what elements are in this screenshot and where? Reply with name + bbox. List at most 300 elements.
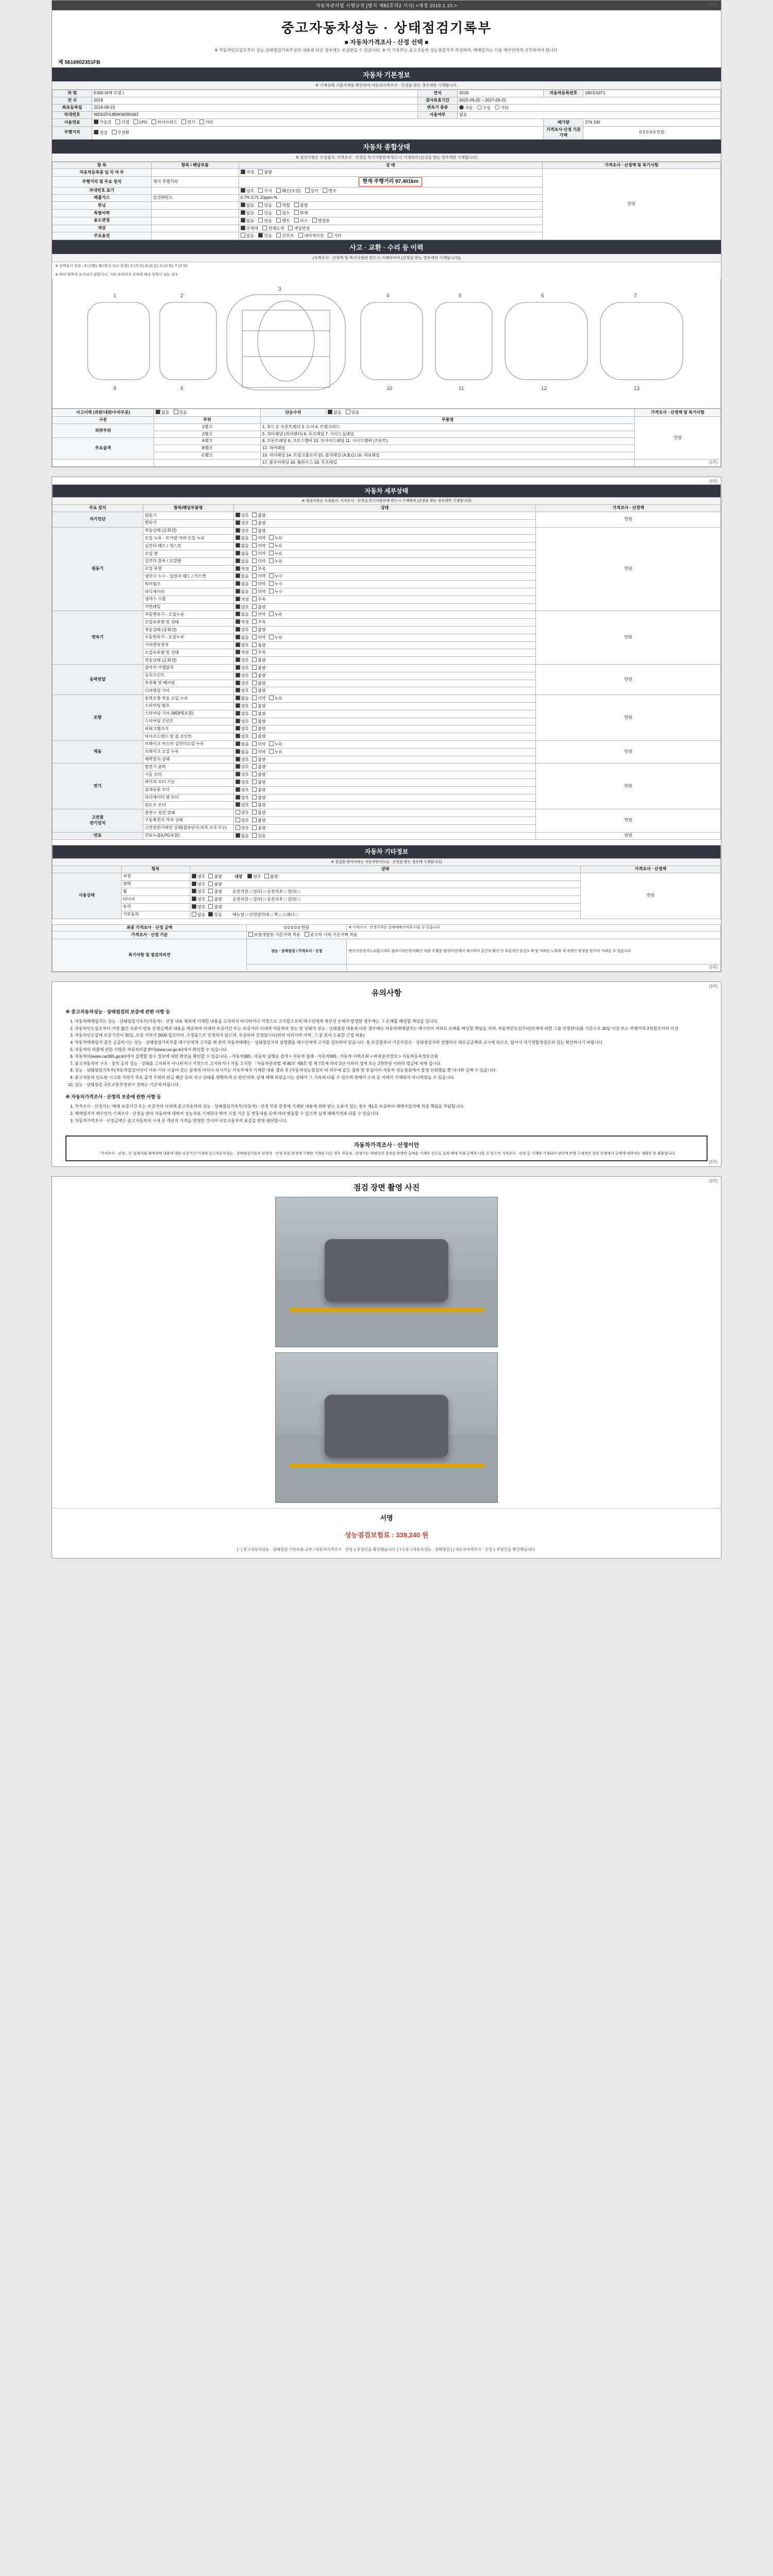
value-model-year: 2019 [92, 97, 418, 104]
label-mileage: 주행거리 [53, 126, 92, 139]
page-corner-label: (3쪽) [709, 3, 718, 7]
detail-5-2-opt-1[interactable]: 불량 [252, 757, 265, 763]
vin-corrosion[interactable]: 부식 [258, 188, 272, 194]
detail-1-0-opt-1[interactable]: 불량 [252, 528, 265, 534]
history-none[interactable]: 없음 [241, 210, 254, 216]
overall-row-2-detail [151, 187, 239, 195]
reg-match-bad[interactable]: 불량 [258, 170, 272, 176]
detail-6-0-opt-0[interactable]: 양호 [236, 764, 249, 770]
detail-item-7-0: 충전구 절연 상태 [143, 809, 233, 817]
detail-1-8-opt-2[interactable]: 누수 [269, 589, 282, 595]
detail-6-5-opt-0[interactable]: 양호 [236, 802, 249, 808]
notice-item: 2. 자동차인도일로부터 가장 짧은 오류이 만료 산정금액과 내용을 제공하여 이래의 보증기간 또는 보증거리 이내에 자동차의 성능 및 상태가 성능 · 상태점검 내용과 다른 경우에는 자동차매매업자는 매수인이 처리로 손해를 배상할 책임을 지며, 자동차인도일부터(인계에 의한 그를 인정한다)를 기준으로 30일 이상 또는 주행거리 2천킬로미터 이상 [75, 1025, 708, 1032]
detail-2-0-opt-2[interactable]: 누유 [269, 612, 282, 618]
detail-state-7-2[interactable] [233, 824, 536, 832]
detail-1-6-opt-1[interactable]: 미약 [252, 573, 265, 580]
detail-item-6-0: 발전기 출력 [143, 764, 233, 771]
detail-4-3-opt-1[interactable]: 불량 [252, 719, 265, 725]
detail-2-0-opt-1[interactable]: 미약 [252, 612, 265, 618]
detail-2-2-opt-0[interactable]: 양호 [236, 627, 249, 633]
mileage-abnormal[interactable]: 부정확 [112, 130, 129, 136]
accident-state[interactable] [154, 409, 261, 417]
mileage-normal[interactable]: 정상 [94, 130, 107, 136]
detail-2-4-opt-0[interactable]: 양호 [236, 642, 249, 649]
simple-yes[interactable]: 있음 [346, 410, 359, 416]
detail-item-1-6: 냉각수 누수 - 실린더 헤드 / 가스켓 [143, 573, 233, 581]
detail-state-2-5[interactable] [233, 649, 536, 657]
notice-sub-item: 2. 매매업자가 매수인이 기재조사 · 산정을 받아 자동차에 대하여 성능자료 기재한다 하여 시점 기준 등 변동내용 등에 따라 변동할 수 있으며 실제 매매가격과 다를 수 있습니다. [75, 1110, 708, 1117]
detail-1-1-opt-2[interactable]: 누유 [269, 535, 282, 541]
detail-state-1-9[interactable] [233, 596, 536, 603]
detail-state-4-2[interactable] [233, 710, 536, 718]
notice-item: 5. 자동차의 리콜에 관한 사항은 자동차리콜센터(www.car.go.kr)에서 확인할 수 있습니다. [75, 1046, 708, 1054]
section-basic-band: 자동차 기본정보 [52, 67, 721, 81]
detail-2-1-opt-0[interactable]: 적정 [236, 619, 249, 625]
detail-1-10-opt-0[interactable]: 양호 [236, 604, 249, 611]
detail-1-2-opt-1[interactable]: 미약 [252, 543, 265, 549]
fuel-other[interactable]: 기타 [199, 120, 213, 126]
detail-2-3-opt-2[interactable]: 누유 [269, 635, 282, 641]
tuning-illegal[interactable]: 불법 [294, 202, 308, 209]
detail-1-0-opt-0[interactable]: 양호 [236, 528, 249, 534]
section-other-band: 자동차 기타정보 [53, 845, 721, 858]
detail-state-4-4[interactable] [233, 725, 536, 733]
detail-item-4-2: 스티어링 기어 (MDPS포함) [143, 710, 233, 718]
detail-state-1-10[interactable] [233, 603, 536, 611]
detail-state-7-1[interactable] [233, 817, 536, 824]
detail-state-5-2[interactable] [233, 756, 536, 764]
basis-insurance[interactable]: 보험개발원 기준가액 적용 [248, 932, 300, 938]
other-3-opt-0[interactable]: 양호 [192, 896, 205, 903]
page-subtitle: ■ 자동차가격조사 · 산정 선택 ■ [344, 39, 429, 46]
detail-8-0-opt-0[interactable]: 없음 [236, 833, 249, 839]
detail-group-0: 자기진단 [53, 512, 143, 528]
detail-1-1-opt-1[interactable]: 미약 [252, 535, 265, 541]
detail-1-7-opt-0[interactable]: 없음 [236, 581, 249, 587]
detail-1-4-opt-2[interactable]: 누유 [269, 558, 282, 565]
basis-options[interactable] [246, 931, 720, 939]
simple-repair-label: 단순수리 [261, 409, 326, 417]
detail-state-1-6[interactable] [233, 573, 536, 581]
color-changed[interactable]: 색상변경 [288, 226, 310, 232]
detail-5-2-opt-0[interactable]: 양호 [236, 757, 249, 763]
detail-state-6-4[interactable] [233, 794, 536, 802]
section-overall-note: ※ 점검사항은 수정불가, 가격조사 · 산정일 특기사항란에 반드시 기재하며 (산정을 받는 경우에만 기재합니다) [52, 154, 721, 162]
usechange-lease[interactable]: 리스 [294, 218, 308, 224]
detail-state-1-8[interactable] [233, 588, 536, 596]
detail-6-2-opt-1[interactable]: 불량 [252, 779, 265, 786]
detail-4-3-opt-0[interactable]: 양호 [236, 719, 249, 725]
detail-7-2-opt-1[interactable]: 불량 [252, 825, 265, 832]
detail-1-3-opt-2[interactable]: 누유 [269, 551, 282, 557]
label-fuel: 사용연료 [53, 119, 92, 127]
detail-1-8-opt-1[interactable]: 미약 [252, 589, 265, 595]
page-subnote: ※ 자동차인도일로부터 성능·상태점검기록부상의 내용과 다른 경우에는 보상받을 수 있습니다. ※ 이 기록부는 중고자동차 성능점검자가 작성하며, 매매업자는 이를 매수인에게 교부하여야 합니다. [214, 48, 559, 53]
detail-1-6-opt-0[interactable]: 없음 [236, 573, 249, 580]
overall-row-5-state[interactable] [239, 210, 542, 217]
tuning-none[interactable]: 없음 [241, 202, 254, 209]
detail-state-8-0[interactable] [233, 832, 536, 840]
detail-item-4-5: 타이로드엔드 및 볼 조인트 [143, 733, 233, 741]
notice-item: 8. 성능 · 상태점검기록부(자동차일상이익이 이와 기타 시설이 갖는 잠재적 이익이 의사가능 기록부에서 기재한 내용 결과 후 (자동차성능점검자 의 의무에 같은 결과 및 후일이어 자동차 성능점검에서 발생 신뢰했음 뿐 아니라 금액 수 있습니다. [75, 1067, 708, 1074]
detail-state-6-2[interactable] [233, 778, 536, 786]
detail-6-4-opt-1[interactable]: 불량 [252, 795, 265, 801]
transmission-other[interactable]: 기타 [495, 105, 508, 111]
value-vin: WDDZF4JB9KW095442 [92, 112, 418, 119]
detail-2-2-opt-1[interactable]: 불량 [252, 627, 265, 633]
overall-row-4-name: 튜닝 [53, 202, 152, 210]
label-car-name: 차 명 [53, 90, 92, 97]
detail-1-10-opt-1[interactable]: 불량 [252, 604, 265, 611]
transmission-auto[interactable]: 자동 [459, 105, 473, 111]
detail-state-1-0[interactable] [233, 527, 536, 535]
detail-3-0-opt-0[interactable]: 양호 [236, 665, 249, 671]
detail-7-0-opt-0[interactable]: 양호 [236, 810, 249, 816]
detail-4-5-opt-0[interactable]: 양호 [236, 734, 249, 740]
parts-col-name: 부품명 [261, 417, 635, 424]
option-none[interactable]: 없음 [241, 233, 254, 239]
history-flood[interactable]: 침수 [276, 210, 290, 216]
detail-4-5-opt-1[interactable]: 불량 [252, 734, 265, 740]
value-inspection-period: 2025-09-25 ~ 2027-09-22 [458, 97, 721, 104]
fuel-diesel[interactable]: 디젤 [115, 120, 129, 126]
page-corner-label-2: (3쪽) [709, 479, 718, 484]
usechange-yes[interactable]: 있음 [258, 218, 272, 224]
detail-2-6-opt-1[interactable]: 불량 [252, 657, 265, 664]
detail-1-5-opt-1[interactable]: 부족 [252, 566, 265, 572]
detail-1-4-opt-1[interactable]: 미약 [252, 558, 265, 565]
detail-item-5-0: 브레이크 마스터 실린더오일 누유 [143, 740, 233, 748]
detail-state-3-1[interactable] [233, 672, 536, 680]
inspection-photo-underbody[interactable] [275, 1197, 498, 1347]
color-full-repaint[interactable]: 전체도색 [262, 226, 284, 232]
tuning-legal[interactable]: 적법 [276, 202, 290, 209]
detail-6-1-opt-1[interactable]: 불량 [252, 772, 265, 778]
other-state-2[interactable]: 양호 불량 운전석전 □ 앞/뒤 □ 운전석후 □ 앞/뒤 □ [190, 888, 581, 896]
option-etc[interactable]: 기타 [328, 233, 341, 239]
detail-item-3-3: 디퍼렌셜 기어 [143, 687, 233, 695]
detail-item-1-5: 오일 유량 [143, 565, 233, 573]
detail-state-4-3[interactable] [233, 718, 536, 725]
option-sunroof[interactable]: 선루프 [276, 233, 294, 239]
fuel-lpg[interactable]: LPG [133, 120, 147, 126]
detail-3-2-opt-1[interactable]: 불량 [252, 681, 265, 687]
detail-state-4-1[interactable] [233, 702, 536, 710]
special-label: 특기사항 및 점검자의견 [53, 939, 247, 972]
detail-5-0-opt-0[interactable]: 없음 [236, 741, 249, 748]
detail-1-8-opt-0[interactable]: 없음 [236, 589, 249, 595]
total-value: 0 0 0 0 0 만원 [246, 924, 346, 931]
option-yes[interactable]: 있음 [258, 233, 272, 239]
detail-3-3-opt-0[interactable]: 양호 [236, 688, 249, 694]
notice-sub-item: 1. 가격조사 · 산정가는 '매매 보증기간 또는 보증거리 이내에 중고자동차의 성능 · 상태점검기록부(자동차) · 산정 부분 한정에 기재된 내용에 위하 받는 오류가 있는 경우 제1호 보증하여 매매사업자에 직접 책임을 부담합니다. [75, 1103, 708, 1110]
detail-state-4-5[interactable] [233, 733, 536, 741]
detail-6-3-opt-1[interactable]: 불량 [252, 787, 265, 793]
detail-state-0-0[interactable] [233, 512, 536, 520]
other-0-opt-1[interactable]: 불량 [208, 874, 222, 880]
other-state-4[interactable] [190, 903, 581, 911]
detail-1-6-opt-2[interactable]: 누수 [269, 573, 282, 580]
detail-5-1-opt-0[interactable]: 없음 [236, 749, 249, 755]
other-col-price: 가격조사 · 산정액 [580, 866, 720, 873]
detail-state-5-0[interactable] [233, 740, 536, 748]
detail-1-7-opt-2[interactable]: 누수 [269, 581, 282, 587]
detail-1-3-opt-1[interactable]: 미약 [252, 551, 265, 557]
detail-2-6-opt-0[interactable]: 양호 [236, 657, 249, 664]
other-5-opt-1[interactable]: 있음 [208, 912, 222, 918]
declaration-box [65, 1136, 708, 1161]
overall-row-4-detail [151, 202, 239, 210]
detail-6-1-opt-0[interactable]: 양호 [236, 772, 249, 778]
label-year: 연식 [418, 90, 458, 97]
detail-group-7: 고전원 전기장치 [53, 809, 143, 832]
detail-state-1-7[interactable] [233, 581, 536, 588]
detail-state-2-2[interactable] [233, 626, 536, 634]
overall-row-8-state[interactable] [239, 232, 542, 240]
detail-state-7-0[interactable] [233, 809, 536, 817]
value-year: 2019 [458, 90, 544, 97]
detail-state-1-5[interactable] [233, 565, 536, 573]
detail-item-6-4: 라디에이터 팬 모터 [143, 794, 233, 802]
detail-4-4-opt-1[interactable]: 불량 [252, 726, 265, 732]
detail-3-3-opt-1[interactable]: 불량 [252, 688, 265, 694]
detail-2-5-opt-1[interactable]: 부족 [252, 650, 265, 656]
outer-items-2: 5. 쿼터패널 (리어펜더) 6. 루프패널 7. 사이드실패널 [261, 431, 635, 438]
detail-state-3-2[interactable] [233, 680, 536, 687]
detail-8-0-opt-1[interactable]: 있음 [252, 833, 265, 839]
overall-row-0-state[interactable] [239, 169, 542, 177]
detail-4-1-opt-0[interactable]: 양호 [236, 703, 249, 709]
detail-7-1-opt-1[interactable]: 불량 [252, 818, 265, 824]
other-2-opt-1[interactable]: 불량 [208, 889, 222, 895]
detail-state-1-4[interactable] [233, 557, 536, 565]
detail-5-1-opt-1[interactable]: 미약 [252, 749, 265, 755]
detail-item-1-2: 실린더 헤드 / 개스킷 [143, 543, 233, 550]
other-col-group [53, 866, 122, 873]
accident-yes[interactable]: 있음 [174, 410, 187, 416]
simple-repair-state[interactable] [326, 409, 635, 417]
notice-item: 1. 자동차매매업자는 성능 · 상태점검기록부(자동차) · 산정 내용 제외에 기재한 내용을 고지하지 아니하거나 거짓으로 고지할으로써 매수인에게 재산상 손해가 발생한 경우에는 그 손해를 배상할 책임을 집니다. [75, 1018, 708, 1025]
label-vin: 차대번호 [53, 112, 92, 119]
other-4-opt-0[interactable]: 양호 [192, 904, 205, 910]
detail-state-1-3[interactable] [233, 550, 536, 558]
overall-row-7-name: 색상 [53, 225, 152, 232]
other2-0-opt-1[interactable]: 불량 [264, 874, 278, 880]
detail-4-0-opt-2[interactable]: 누유 [269, 696, 282, 702]
value-mileage-state[interactable] [92, 126, 544, 139]
other-state-0[interactable]: 양호 불량 내장 양호 불량 [190, 873, 581, 880]
detail-6-3-opt-0[interactable]: 양호 [236, 787, 249, 793]
detail-1-4-opt-0[interactable]: 없음 [236, 558, 249, 565]
detail-4-0-opt-1[interactable]: 미약 [252, 696, 265, 702]
detail-state-5-1[interactable] [233, 748, 536, 756]
detail-1-9-opt-0[interactable]: 적정 [236, 597, 249, 603]
detail-0-0-opt-1[interactable]: 불량 [252, 513, 265, 519]
fuel-hybrid[interactable]: 하이브리드 [152, 120, 177, 126]
option-navigation[interactable]: 내비게이션 [298, 233, 324, 239]
svg-text:4: 4 [386, 293, 390, 299]
detail-3-2-opt-0[interactable]: 양호 [236, 681, 249, 687]
color-standard[interactable]: 무채색 [241, 226, 258, 232]
fuel-gasoline[interactable]: 가솔린 [94, 120, 111, 126]
detail-state-2-0[interactable] [233, 611, 536, 619]
detail-item-6-5: 윈도우 모터 [143, 802, 233, 809]
frame-items-c: 13. 리어패널 14. 트렁크플로어 15. 필러패널 (A,B,C) 16. 대쉬패널 [261, 452, 635, 460]
basis-market[interactable]: 중고차 시세 기준가액 적용 [305, 932, 358, 938]
detail-state-4-0[interactable] [233, 695, 536, 703]
detail-state-1-1[interactable] [233, 535, 536, 543]
vin-different[interactable]: 상이 [305, 188, 318, 194]
detail-group-8: 연료 [53, 832, 143, 840]
overall-row-6-state[interactable] [239, 217, 542, 225]
detail-0-0-opt-0[interactable]: 양호 [236, 513, 249, 519]
detail-1-7-opt-1[interactable]: 미약 [252, 581, 265, 587]
photo-car-underbody [325, 1239, 449, 1302]
usechange-none[interactable]: 없음 [241, 218, 254, 224]
detail-item-4-0: 동력조향 작동 오일 누유 [143, 695, 233, 703]
fuel-options[interactable] [92, 119, 544, 127]
detail-4-2-opt-1[interactable]: 불량 [252, 711, 265, 717]
section-basic-note: ※ 기재상태 기준기재를 확인하여 자동차가격조사 · 산정을 받는 경우에만 기재합니다. [52, 81, 721, 90]
detail-7-0-opt-1[interactable]: 불량 [252, 810, 265, 816]
detail-state-3-0[interactable] [233, 664, 536, 672]
other2-0-opt-0[interactable]: 양호 [247, 874, 261, 880]
vin-good[interactable]: 양호 [241, 188, 254, 194]
detail-1-2-opt-2[interactable]: 누유 [269, 543, 282, 549]
notice-item: 6. 자동차의(www.car365.go.kr)에서 실행할 침수 정보에 대한 확인을 확인할 수 있습니다. - 자동차365 : 자동차 실행을 검색 > 자동차 침해 - 자동차365 : 자동차 이력조회 > 바퀴분석정보 > 자동차등록정보조회 [75, 1053, 708, 1060]
history-yes[interactable]: 있음 [258, 210, 272, 216]
other-5-opt-0[interactable]: 없음 [192, 912, 205, 918]
overall-row-1-detail: 계기 주행거리 [151, 177, 239, 188]
outer-rank-2: 2랭크 [154, 431, 261, 438]
accident-none[interactable]: 없음 [156, 410, 169, 416]
section-accident-note: (가격조사 · 산정액 및 특기사항란 반드시 기재하여야 (산정을 받는 경우에만 기재합니다)) [52, 254, 721, 262]
overall-row-4-state[interactable] [239, 202, 542, 210]
other-1-opt-0[interactable]: 양호 [192, 882, 205, 888]
detail-state-0-1[interactable] [233, 519, 536, 527]
other-1-opt-1[interactable]: 불량 [208, 882, 222, 888]
detail-3-1-opt-0[interactable]: 양호 [236, 673, 249, 679]
special-sub-label: 성능 · 상태점검 / 가격조사 · 산정 [246, 939, 346, 964]
detail-3-0-opt-1[interactable]: 불량 [252, 665, 265, 671]
detail-0-1-opt-0[interactable]: 양호 [236, 520, 249, 527]
detail-2-4-opt-1[interactable]: 불량 [252, 642, 265, 649]
detail-7-1-opt-0[interactable]: 양호 [236, 818, 249, 824]
sheet-notice [52, 981, 721, 1167]
detail-state-2-6[interactable] [233, 657, 536, 665]
detail-3-1-opt-1[interactable]: 불량 [252, 673, 265, 679]
detail-4-2-opt-0[interactable]: 양호 [236, 711, 249, 717]
other-state-5[interactable]: 없음 있음 메뉴얼 □ 안전삼각대 □ 잭 □ 스패너 □ [190, 911, 581, 919]
damage-diagram[interactable] [52, 279, 721, 409]
usechange-rent[interactable]: 렌트 [276, 218, 290, 224]
detail-item-1-0: 작동상태 (공회전) [143, 527, 233, 535]
other-col-item: 항목 [121, 866, 190, 873]
detail-state-6-1[interactable] [233, 771, 536, 779]
simple-none[interactable]: 없음 [328, 410, 341, 416]
overall-row-7-state[interactable] [239, 225, 542, 232]
detail-state-6-3[interactable] [233, 786, 536, 794]
accident-price-value: 만원 [635, 417, 721, 460]
detail-6-0-opt-1[interactable]: 불량 [252, 764, 265, 770]
page-corner-bottom-2: (3쪽) [709, 964, 718, 970]
detail-6-5-opt-1[interactable]: 불량 [252, 802, 265, 808]
detail-1-3-opt-0[interactable]: 없음 [236, 551, 249, 557]
vin-altered[interactable]: 변조 [323, 188, 336, 194]
other-state-1[interactable] [190, 880, 581, 888]
frame-items-b: 12. 리어패널 [261, 445, 635, 452]
detail-item-1-7: 워터펌프 [143, 581, 233, 588]
other-2-opt-0[interactable]: 양호 [192, 889, 205, 895]
detail-5-0-opt-2[interactable]: 누유 [269, 741, 282, 748]
detail-state-3-3[interactable] [233, 687, 536, 695]
usechange-business[interactable]: 영업용 [312, 218, 330, 224]
detail-state-2-3[interactable] [233, 634, 536, 641]
detail-1-1-opt-0[interactable]: 없음 [236, 535, 249, 541]
detail-item-8-0: 연료누출(LPG포함) [143, 832, 233, 840]
detail-item-7-2: 고전원전기배선 상태(접속단자,피복,보호기구) [143, 824, 233, 832]
detail-item-1-10: 커먼레일 [143, 603, 233, 611]
inspection-photo-rear[interactable] [275, 1352, 498, 1503]
other-0-opt-0[interactable]: 양호 [192, 874, 205, 880]
detail-5-0-opt-1[interactable]: 미약 [252, 741, 265, 748]
history-fire[interactable]: 화재 [294, 210, 308, 216]
detail-4-0-opt-0[interactable]: 없음 [236, 696, 249, 702]
vin-damage[interactable]: 훼손(오염) [276, 188, 300, 194]
parts-col-class: 구분 [53, 417, 154, 424]
reg-match-ok[interactable]: 적정 [241, 170, 254, 176]
detail-1-2-opt-0[interactable]: 없음 [236, 543, 249, 549]
detail-6-2-opt-0[interactable]: 양호 [236, 779, 249, 786]
detail-2-3-opt-0[interactable]: 없음 [236, 635, 249, 641]
tuning-yes[interactable]: 있음 [258, 202, 272, 209]
overall-row-5-detail [151, 210, 239, 217]
overall-row-5-name: 특별이력 [53, 210, 152, 217]
mileage-highlight: 현재 주행거리 97,401km [239, 177, 542, 188]
detail-state-6-0[interactable] [233, 764, 536, 771]
transmission-manual[interactable]: 수동 [477, 105, 491, 111]
other-3-opt-1[interactable]: 불량 [208, 896, 222, 903]
detail-2-0-opt-0[interactable]: 없음 [236, 612, 249, 618]
other-4-opt-1[interactable]: 불량 [208, 904, 222, 910]
sheet-detail [52, 477, 721, 972]
detail-4-1-opt-1[interactable]: 불량 [252, 703, 265, 709]
detail-state-2-1[interactable] [233, 619, 536, 626]
detail-state-2-4[interactable] [233, 641, 536, 649]
detail-group-5: 제동 [53, 740, 143, 763]
detail-0-1-opt-1[interactable]: 불량 [252, 520, 265, 527]
fuel-electric[interactable]: 전기 [181, 120, 195, 126]
detail-7-2-opt-0[interactable]: 양호 [236, 825, 249, 832]
detail-item-5-1: 브레이크 오일 누유 [143, 748, 233, 756]
svg-text:13: 13 [634, 386, 640, 392]
detail-4-4-opt-0[interactable]: 양호 [236, 726, 249, 732]
detail-2-5-opt-0[interactable]: 적정 [236, 650, 249, 656]
detail-1-9-opt-1[interactable]: 부족 [252, 597, 265, 603]
detail-2-1-opt-1[interactable]: 부족 [252, 619, 265, 625]
detail-6-4-opt-0[interactable]: 양호 [236, 795, 249, 801]
detail-state-6-5[interactable] [233, 802, 536, 809]
detail-5-1-opt-2[interactable]: 누유 [269, 749, 282, 755]
frame-label: 주요골격 [53, 438, 154, 459]
detail-2-3-opt-1[interactable]: 미약 [252, 635, 265, 641]
svg-text:8: 8 [113, 386, 116, 392]
detail-state-1-2[interactable] [233, 543, 536, 550]
overall-row-7-detail [151, 225, 239, 232]
other-state-3[interactable]: 양호 불량 운전석전 □ 앞/뒤 □ 운전석후 □ 앞/뒤 □ [190, 896, 581, 904]
overall-row-2-state[interactable] [239, 187, 542, 195]
detail-1-5-opt-0[interactable]: 적정 [236, 566, 249, 572]
